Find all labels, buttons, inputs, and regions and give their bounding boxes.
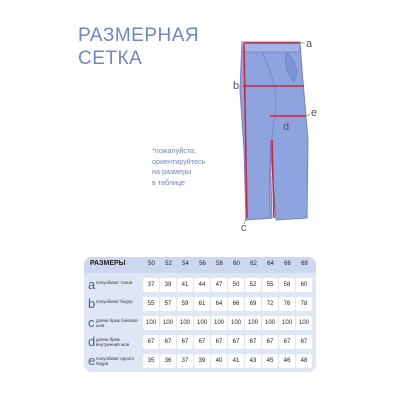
table-cell: 100 — [160, 316, 176, 330]
table-cell: 39 — [160, 278, 176, 292]
table-cell: 100 — [194, 316, 210, 330]
marker-a: a — [306, 38, 313, 50]
table-cell: 67 — [160, 335, 176, 349]
table-cell: 41 — [228, 354, 244, 368]
table-cell: 52 — [245, 278, 261, 292]
table-cell: 100 — [262, 316, 278, 330]
table-cell: 67 — [296, 335, 312, 349]
table-cell: 76 — [279, 297, 295, 311]
size-header: 68 — [301, 261, 308, 267]
row-label: полуобхват талии — [96, 280, 133, 285]
table-cell: 67 — [279, 335, 295, 349]
table-cell: 46 — [279, 354, 295, 368]
size-header: 54 — [182, 261, 189, 267]
note-line: в таблице — [152, 177, 186, 187]
table-cell: 67 — [245, 335, 261, 349]
size-header: 62 — [250, 261, 257, 267]
size-header: 64 — [267, 261, 274, 267]
leader-e — [306, 114, 310, 116]
table-cell: 69 — [245, 297, 261, 311]
table-cell: 60 — [296, 278, 312, 292]
table-row — [84, 277, 316, 295]
table-cell: 55 — [143, 297, 159, 311]
size-header: 58 — [216, 261, 223, 267]
table-cell: 100 — [279, 316, 295, 330]
table-cell: 67 — [211, 335, 227, 349]
table-cell: 40 — [211, 354, 227, 368]
row-label: длина брюк внутренний шов — [96, 337, 130, 347]
marker-b: b — [233, 80, 240, 92]
row-label: полуобхват бедер — [96, 299, 133, 304]
table-row — [84, 315, 316, 333]
note-line: на размеры — [152, 167, 192, 176]
table-cell: 35 — [143, 354, 159, 368]
table-cell: 55 — [262, 278, 278, 292]
size-table-header — [84, 257, 316, 273]
size-header: 56 — [199, 261, 206, 267]
size-header: 60 — [233, 261, 240, 267]
row-letter: d — [88, 334, 96, 349]
table-cell: 100 — [211, 316, 227, 330]
table-cell: 100 — [177, 316, 193, 330]
table-cell: 100 — [296, 316, 312, 330]
table-cell: 58 — [279, 278, 295, 292]
table-cell: 67 — [228, 335, 244, 349]
table-cell: 100 — [228, 316, 244, 330]
table-cell: 37 — [143, 278, 159, 292]
table-row — [84, 334, 316, 352]
table-cell: 67 — [262, 335, 278, 349]
table-cell: 41 — [177, 278, 193, 292]
row-letter: a — [88, 277, 96, 292]
table-cell: 66 — [228, 297, 244, 311]
size-header: 52 — [165, 261, 172, 267]
note-line: ориентируйтесь — [152, 156, 206, 166]
table-cell: 43 — [245, 354, 261, 368]
table-row — [84, 296, 316, 314]
table-cell: 61 — [194, 297, 210, 311]
table-cell: 39 — [194, 354, 210, 368]
table-cell: 100 — [245, 316, 261, 330]
title-line-2: СЕТКА — [78, 48, 143, 69]
table-cell: 72 — [262, 297, 278, 311]
table-cell: 59 — [177, 297, 193, 311]
table-cell: 100 — [143, 316, 159, 330]
size-header: 50 — [148, 261, 155, 267]
row-label: полуобхват одного бедра — [96, 356, 135, 366]
row-letter: b — [88, 296, 96, 311]
table-cell: 36 — [160, 354, 176, 368]
table-cell: 50 — [228, 278, 244, 292]
row-letter: e — [88, 353, 96, 368]
table-cell: 64 — [211, 297, 227, 311]
table-row — [84, 353, 316, 371]
row-letter: c — [88, 315, 95, 330]
marker-d: d — [283, 121, 290, 133]
title-line-1: РАЗМЕРНАЯ — [78, 25, 200, 46]
note-line: *пожалуйста, — [152, 146, 197, 155]
table-cell: 67 — [177, 335, 193, 349]
table-cell: 57 — [160, 297, 176, 311]
table-cell: 48 — [296, 354, 312, 368]
table-cell: 67 — [143, 335, 159, 349]
table-cell: 44 — [194, 278, 210, 292]
marker-e: e — [311, 107, 318, 119]
table-cell: 78 — [296, 297, 312, 311]
size-header: 66 — [284, 261, 291, 267]
sizes-header-label: РАЗМЕРЫ — [90, 260, 126, 267]
table-cell: 37 — [177, 354, 193, 368]
table-cell: 67 — [194, 335, 210, 349]
size-table — [84, 257, 316, 372]
table-cell: 45 — [262, 354, 278, 368]
table-cell: 47 — [211, 278, 227, 292]
marker-c: c — [241, 222, 247, 234]
row-label: длина брюк боковой шов — [96, 318, 138, 328]
